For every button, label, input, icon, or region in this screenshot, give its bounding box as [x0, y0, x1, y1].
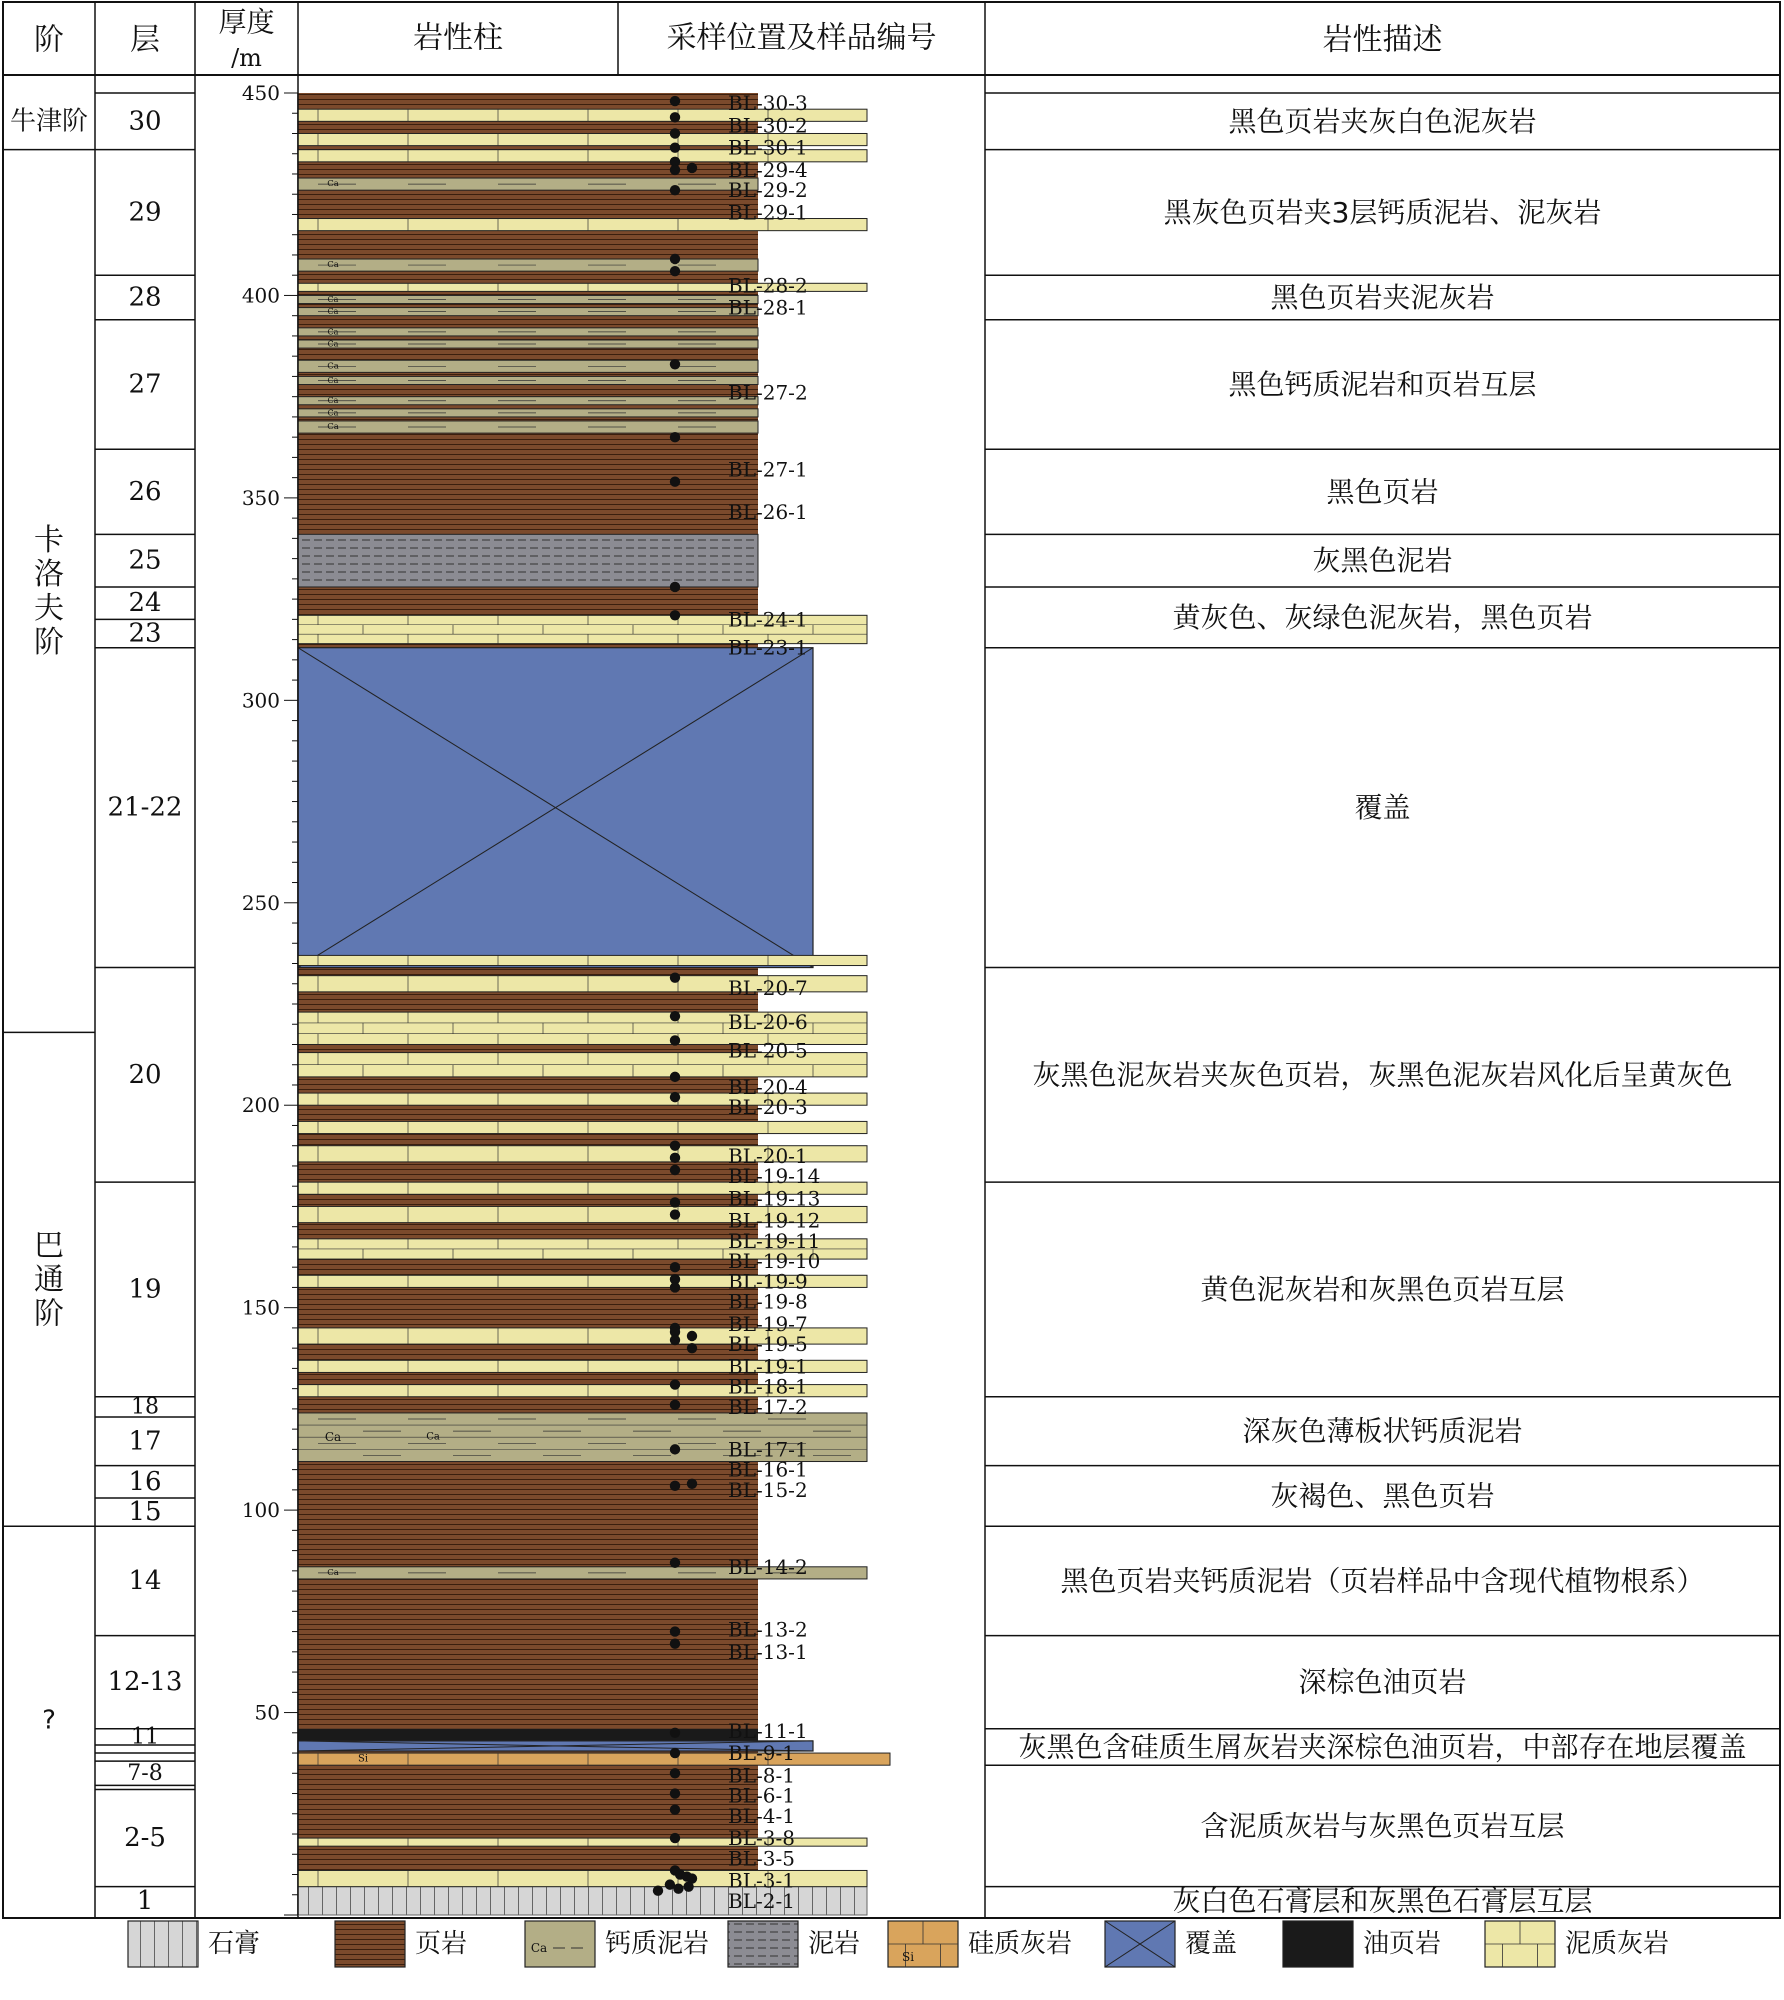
legend-item-gypsum — [128, 1921, 260, 1967]
layer-label: 17 — [128, 1426, 162, 1457]
calc-symbol: Ca — [324, 1430, 342, 1445]
sample-dot — [670, 972, 680, 982]
header-layer: 层 — [130, 22, 160, 58]
sample-dot — [670, 1209, 680, 1219]
axis-tick-label: 350 — [241, 485, 280, 510]
sample-dot — [670, 582, 680, 592]
bed-calc-mud — [298, 340, 758, 349]
layer-label: 29 — [128, 197, 162, 228]
sample-dot — [670, 1141, 680, 1151]
legend-label: 泥岩 — [808, 1929, 861, 1959]
legend-item-calc-mud — [525, 1921, 709, 1967]
description-text: 深棕色油页岩 — [1298, 1665, 1467, 1699]
sample-label: BL-30-3 — [728, 91, 808, 116]
sample-label: BL-19-5 — [728, 1332, 808, 1357]
sample-dot — [670, 165, 680, 175]
bed-calc-mud — [298, 307, 758, 316]
sample-label: BL-2-1 — [728, 1888, 795, 1913]
layer-label: 11 — [131, 1724, 159, 1750]
bed-calc-mud — [298, 408, 758, 417]
sample-label: BL-4-1 — [728, 1803, 795, 1828]
sample-dot — [683, 1881, 693, 1891]
layer-label: 15 — [128, 1497, 162, 1528]
legend-swatch — [1283, 1921, 1353, 1967]
layer-label: 30 — [128, 106, 162, 137]
header-samples: 采样位置及样品编号 — [666, 20, 937, 56]
legend-label: 钙质泥岩 — [605, 1929, 710, 1959]
sample-dot — [670, 112, 680, 122]
marl-fill — [298, 955, 867, 965]
bed-marl — [298, 1121, 867, 1133]
sample-label: BL-16-1 — [728, 1457, 808, 1482]
layer-label: 21-22 — [107, 792, 183, 823]
sample-label: BL-20-5 — [728, 1038, 808, 1063]
description-text: 含泥质灰岩与灰黑色页岩互层 — [1200, 1809, 1565, 1843]
layer-label: 18 — [131, 1394, 159, 1420]
description-text: 黑色页岩 — [1326, 475, 1439, 509]
axis-tick-label: 50 — [254, 1700, 280, 1725]
bed-marl — [298, 955, 867, 965]
sample-dot — [670, 266, 680, 276]
sample-label: BL-29-1 — [728, 200, 808, 225]
description-text: 深灰色薄板状钙质泥岩 — [1242, 1414, 1523, 1448]
sample-label: BL-30-1 — [728, 135, 808, 160]
sample-label: BL-27-1 — [728, 457, 808, 482]
sample-dot — [670, 96, 680, 106]
bed-calc-mud — [298, 376, 758, 385]
sample-label: BL-28-1 — [728, 295, 808, 320]
description-text: 灰白色石膏层和灰黑色石膏层互层 — [1172, 1884, 1593, 1918]
sample-label: BL-19-14 — [728, 1164, 821, 1189]
legend-label: 覆盖 — [1185, 1929, 1238, 1959]
calc-symbol: Ca — [327, 327, 339, 337]
mudstone-fill — [298, 534, 758, 587]
description-text: 黄灰色、灰绿色泥灰岩，黑色页岩 — [1172, 600, 1593, 634]
layer-label: 12-13 — [107, 1667, 183, 1698]
stage-name: 牛津阶 — [9, 106, 89, 137]
legend-item-siliceous — [888, 1921, 1072, 1967]
legend-item-oil-shale — [1283, 1921, 1441, 1967]
sample-label: BL-23-1 — [728, 635, 808, 660]
description-text: 黑色页岩夹灰白色泥灰岩 — [1228, 104, 1537, 138]
legend-label: 泥质灰岩 — [1565, 1929, 1670, 1959]
sample-label: BL-19-11 — [728, 1228, 821, 1253]
legend-label: 油页岩 — [1363, 1929, 1442, 1959]
sample-label: BL-20-4 — [728, 1075, 808, 1100]
description-text: 黄色泥灰岩和灰黑色页岩互层 — [1200, 1272, 1565, 1306]
sample-dot — [670, 1165, 680, 1175]
calc-symbol: Ca — [327, 339, 339, 349]
sample-dot — [670, 1748, 680, 1758]
sample-label: BL-29-4 — [728, 157, 808, 182]
sample-label: BL-29-2 — [728, 178, 808, 203]
layer-label: 2-5 — [124, 1823, 166, 1854]
sample-dot — [670, 1153, 680, 1163]
sample-label: BL-3-1 — [728, 1868, 795, 1893]
sample-dot — [670, 142, 680, 152]
sample-dot — [670, 476, 680, 486]
stage-name: 卡洛夫阶 — [34, 523, 64, 661]
sample-dot — [670, 1072, 680, 1082]
axis-tick-label: 150 — [241, 1295, 280, 1320]
description-text: 黑灰色页岩夹3层钙质泥岩、泥灰岩 — [1163, 195, 1602, 229]
axis-tick-label: 200 — [241, 1093, 280, 1118]
sample-label: BL-13-1 — [728, 1639, 808, 1664]
header-thickness-unit: /m — [231, 44, 262, 72]
bed-mudstone — [298, 534, 758, 587]
calc-symbol: Ca — [327, 294, 339, 304]
sample-dot — [670, 1481, 680, 1491]
layer-label: 27 — [128, 369, 162, 400]
sample-dot — [670, 1639, 680, 1649]
layer-label: 28 — [128, 282, 162, 313]
sample-label: BL-24-1 — [728, 607, 808, 632]
silica-symbol: Si — [357, 1753, 369, 1765]
thickness-axis — [242, 81, 298, 1915]
description-text: 覆盖 — [1354, 791, 1411, 825]
description-text: 黑色钙质泥岩和页岩互层 — [1228, 368, 1537, 402]
sample-dot — [670, 359, 680, 369]
bed-oil-shale — [298, 1729, 758, 1741]
sample-dot — [670, 1626, 680, 1636]
sample-label: BL-19-1 — [728, 1354, 808, 1379]
axis-tick-label: 250 — [241, 890, 280, 915]
sample-label: BL-20-6 — [728, 1010, 808, 1035]
layer-label: 14 — [128, 1565, 162, 1596]
sample-dot — [670, 1788, 680, 1798]
sample-label: BL-3-5 — [728, 1846, 795, 1871]
sample-dot — [670, 128, 680, 138]
sample-dot — [670, 1262, 680, 1272]
legend-item-mudstone — [728, 1921, 860, 1967]
legend-label: 石膏 — [208, 1929, 261, 1959]
layer-label: 19 — [128, 1274, 162, 1305]
sample-dot — [673, 1883, 683, 1893]
sample-label: BL-17-2 — [728, 1394, 808, 1419]
header-column: 岩性柱 — [413, 20, 503, 56]
bed-calc-mud — [298, 396, 758, 405]
sample-label: BL-19-12 — [728, 1208, 821, 1233]
calc-symbol: Ca — [327, 1567, 339, 1578]
axis-tick-label: 450 — [241, 81, 280, 105]
sample-label: BL-28-2 — [728, 273, 808, 298]
calc-symbol: Ca — [426, 1431, 440, 1443]
sample-label: BL-26-1 — [728, 500, 808, 525]
sample-label: BL-13-2 — [728, 1617, 808, 1642]
bed-calc-mud — [298, 327, 758, 336]
sample-dot — [687, 1331, 697, 1341]
layer-label: 20 — [128, 1059, 162, 1090]
sample-label: BL-20-7 — [728, 975, 808, 1000]
sample-dot — [670, 1282, 680, 1292]
sample-label: BL-30-2 — [728, 113, 808, 138]
sample-dot — [670, 1379, 680, 1389]
bed-calc-mud — [298, 421, 758, 433]
sample-label: BL-9-1 — [728, 1741, 795, 1766]
sample-dot — [670, 1197, 680, 1207]
calc-symbol: Ca — [327, 422, 339, 433]
sample-dot — [687, 1479, 697, 1489]
sample-label: BL-11-1 — [728, 1718, 808, 1743]
sample-dot — [670, 254, 680, 264]
sample-dot — [670, 1335, 680, 1345]
sample-label: BL-8-1 — [728, 1763, 795, 1788]
sample-dot — [670, 1011, 680, 1021]
sample-dot — [670, 610, 680, 620]
sample-dot — [670, 1805, 680, 1815]
bed-calc-mud — [298, 178, 758, 190]
description-text: 黑色页岩夹泥灰岩 — [1270, 280, 1495, 314]
calc-symbol: Ca — [327, 396, 339, 406]
sample-label: BL-3-8 — [728, 1826, 795, 1851]
stage-name: 巴通阶 — [34, 1228, 64, 1332]
sample-label: BL-19-13 — [728, 1186, 821, 1211]
sample-dot — [670, 1728, 680, 1738]
layer-label: 25 — [128, 545, 162, 576]
marl-fill — [298, 1121, 867, 1133]
sample-label: BL-19-10 — [728, 1249, 821, 1274]
header-stage: 阶 — [34, 22, 64, 58]
sample-label: BL-18-1 — [728, 1374, 808, 1399]
legend — [128, 1921, 1669, 1967]
calc-symbol: Ca — [327, 307, 339, 317]
bed-calc-mud — [298, 295, 758, 304]
legend-swatch — [128, 1921, 198, 1967]
axis-tick-label: 100 — [241, 1498, 280, 1523]
sample-dot — [687, 1343, 697, 1353]
legend-calc-symbol: Ca — [530, 1941, 548, 1955]
sample-label: BL-20-3 — [728, 1095, 808, 1120]
legend-swatch — [335, 1921, 405, 1967]
description-text: 灰黑色泥灰岩夹灰色页岩，灰黑色泥灰岩风化后呈黄灰色 — [1032, 1058, 1733, 1092]
header-thickness: 厚度 — [218, 5, 275, 39]
sample-dot — [670, 1035, 680, 1045]
sample-label: BL-6-1 — [728, 1783, 795, 1808]
legend-item-marl — [1485, 1921, 1669, 1967]
description-text: 灰黑色泥岩 — [1312, 544, 1453, 578]
sample-label: BL-19-7 — [728, 1311, 808, 1336]
axis-tick-label: 400 — [241, 283, 280, 308]
sample-dot — [653, 1886, 663, 1896]
sample-dot — [670, 1400, 680, 1410]
layer-label: 26 — [128, 476, 162, 507]
legend-label: 硅质灰岩 — [968, 1929, 1073, 1959]
calc-symbol: Ca — [327, 408, 339, 418]
siliceous-fill — [298, 1753, 890, 1765]
legend-item-shale — [335, 1921, 467, 1967]
stage-name: ? — [42, 1705, 56, 1736]
header-description: 岩性描述 — [1322, 22, 1443, 58]
layer-label: 23 — [128, 618, 162, 649]
sample-dot — [670, 1833, 680, 1843]
layer-label: 24 — [128, 588, 162, 619]
bed-cover — [298, 648, 813, 968]
sample-dot — [670, 1092, 680, 1102]
legend-label: 页岩 — [415, 1929, 468, 1959]
sample-dot — [687, 163, 697, 173]
sample-label: BL-19-9 — [728, 1269, 808, 1294]
sample-dot — [670, 1768, 680, 1778]
sample-dot — [670, 432, 680, 442]
calc-symbol: Ca — [327, 361, 339, 372]
legend-item-cover — [1105, 1921, 1237, 1967]
sample-dot — [670, 185, 680, 195]
sample-label: BL-17-1 — [728, 1437, 808, 1462]
sample-label: BL-14-2 — [728, 1554, 808, 1579]
description-text: 灰黑色含硅质生屑灰岩夹深棕色油页岩，中部存在地层覆盖 — [1018, 1730, 1747, 1764]
sample-label: BL-19-8 — [728, 1289, 808, 1314]
bed-siliceous — [298, 1753, 890, 1765]
axis-tick-label: 300 — [241, 688, 280, 713]
bed-calc-mud — [298, 360, 758, 372]
calc-symbol: Ca — [327, 375, 339, 385]
bed-calc-mud — [298, 259, 758, 271]
layer-label: 7-8 — [127, 1760, 163, 1786]
sample-dot — [670, 1558, 680, 1568]
calc-symbol: Ca — [327, 260, 339, 271]
sample-label: BL-27-2 — [728, 380, 808, 405]
layer-label: 16 — [128, 1466, 162, 1497]
calc-symbol: Ca — [327, 179, 339, 190]
sample-label: BL-20-1 — [728, 1143, 808, 1168]
layer-label: 1 — [136, 1885, 154, 1916]
description-text: 黑色页岩夹钙质泥岩（页岩样品中含现代植物根系） — [1060, 1564, 1705, 1598]
sample-dot — [670, 1444, 680, 1454]
oil-shale-fill — [298, 1729, 758, 1741]
sample-label: BL-15-2 — [728, 1477, 808, 1502]
legend-silica-symbol: Si — [901, 1949, 915, 1964]
description-text: 灰褐色、黑色页岩 — [1270, 1479, 1495, 1513]
legend-swatch — [728, 1921, 798, 1967]
